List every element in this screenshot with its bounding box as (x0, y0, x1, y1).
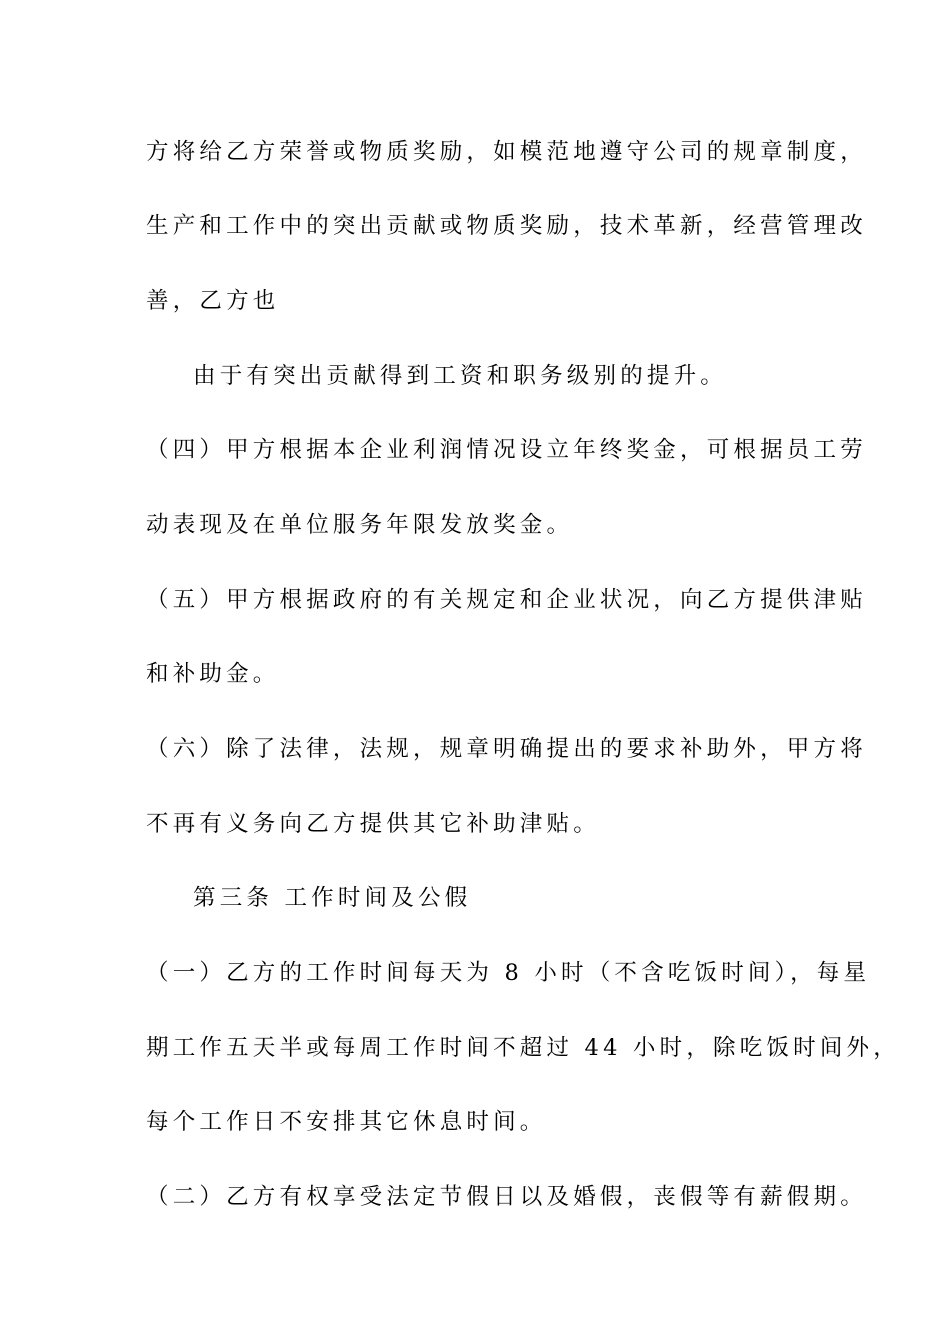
section-heading: 第三条 工作时间及公假 (193, 885, 472, 911)
paragraph-line: 善，乙方也 (146, 288, 280, 314)
paragraph-line: 不再有义务向乙方提供其它补助津贴。 (146, 811, 600, 837)
paragraph-line: 和补助金。 (146, 661, 280, 687)
paragraph-line: （四）甲方根据本企业利润情况设立年终奖金，可根据员工劳 (146, 437, 867, 463)
paragraph-line: 期工作五天半或每周工作时间不超过 44 小时，除吃饭时间外， (146, 1035, 900, 1061)
paragraph-line: 由于有突出贡献得到工资和职务级别的提升。 (193, 363, 728, 389)
paragraph-line: （五）甲方根据政府的有关规定和企业状况，向乙方提供津贴 (146, 587, 867, 613)
paragraph-line: （一）乙方的工作时间每天为 8 小时（不含吃饭时间），每星 (146, 960, 871, 986)
paragraph-line: 方将给乙方荣誉或物质奖励，如模范地遵守公司的规章制度， (146, 139, 867, 165)
paragraph-line: 每个工作日不安排其它休息时间。 (146, 1109, 547, 1135)
paragraph-line: （六）除了法律，法规，规章明确提出的要求补助外，甲方将 (146, 736, 867, 762)
paragraph-line: 动表现及在单位服务年限发放奖金。 (146, 512, 574, 538)
paragraph-line: 生产和工作中的突出贡献或物质奖励，技术革新，经营管理改 (146, 213, 867, 239)
paragraph-line: （二）乙方有权享受法定节假日以及婚假，丧假等有薪假期。 (146, 1184, 867, 1210)
